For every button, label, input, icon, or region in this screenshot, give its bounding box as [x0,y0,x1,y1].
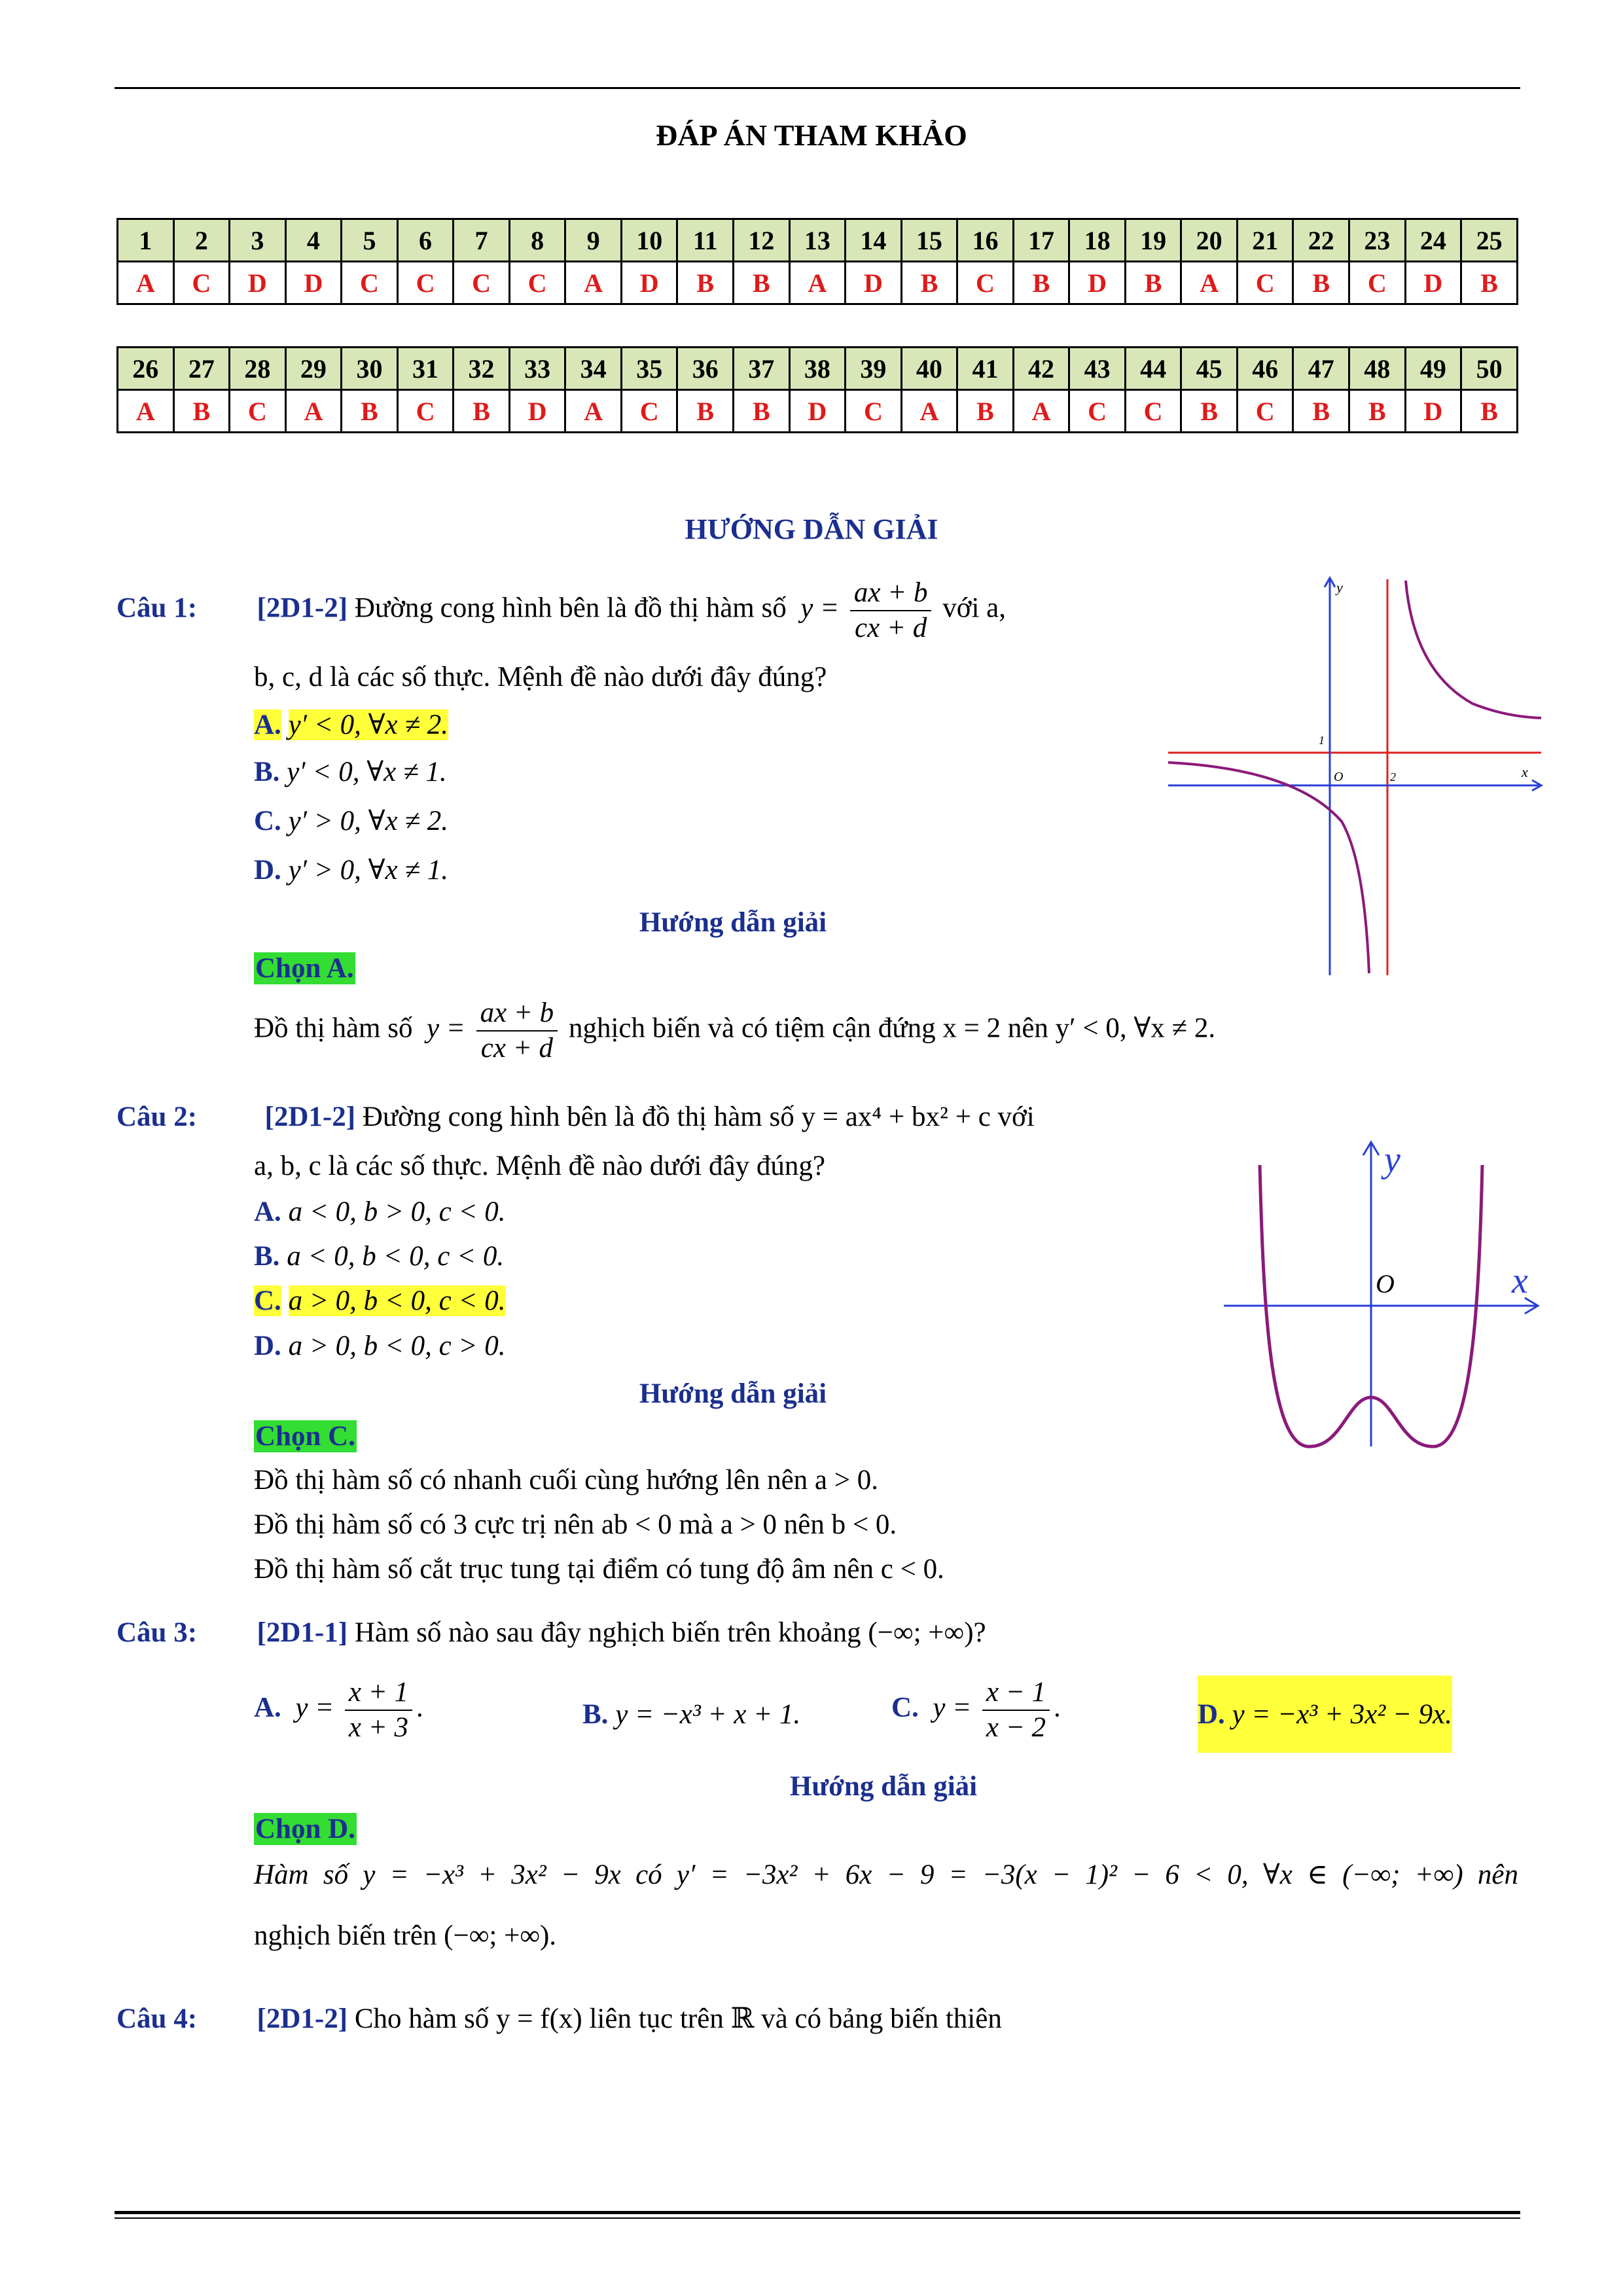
answer-letter-cell: A [565,262,622,304]
answer-letter-cell: A [1013,390,1069,433]
answer-numbers-row [118,348,1518,390]
question-number-cell: 24 [1405,219,1461,262]
answer-letter-cell: D [285,262,342,304]
answer-letter-cell: D [509,390,565,433]
q4-label: Câu 4: [116,2003,198,2034]
answer-table-1 [116,218,1518,305]
question-number-cell: 19 [1125,219,1181,262]
q1-fraction [850,576,932,645]
graph1-origin: O [1334,770,1344,784]
answer-letter-cell: B [901,262,957,304]
question-number-cell: 47 [1293,348,1349,390]
answer-letter-cell: C [957,262,1014,304]
question-number-cell: 30 [342,348,398,390]
answer-letter-cell: C [342,262,398,304]
question-number-cell: 28 [230,348,286,390]
answer-letter-cell: B [734,262,790,304]
question-number-cell: 9 [565,219,622,262]
answer-letter-cell: D [1405,262,1461,304]
question-number-cell: 25 [1461,219,1518,262]
question-number-cell: 40 [901,348,957,390]
answer-letter-cell: B [734,390,790,433]
q4-text: Cho hàm số y = f(x) liên tục trên ℝ và có bảng biến thiên [354,2003,1002,2034]
question-number-cell: 20 [1181,219,1238,262]
q1-choice: Chọn A. [255,953,354,984]
q2-line2: a, b, c là các số thực. Mệnh đề nào dưới đây đúng? [254,1151,825,1181]
question-number-cell: 50 [1461,348,1518,390]
question-number-cell: 42 [1013,348,1069,390]
answer-letter-cell: C [397,390,454,433]
q2-option-a: A. a < 0, b > 0, c < 0. [254,1196,506,1227]
question-number-cell: 11 [677,219,734,262]
answer-letters-row [118,262,1518,304]
q1-option-d: D. y′ > 0, ∀x ≠ 1. [254,855,448,886]
q1-option-c: C. y′ > 0, ∀x ≠ 2. [254,806,448,836]
question-number-cell: 31 [397,348,454,390]
q1-frac-den: cx + d [855,612,927,643]
q3-tag: [2D1-1] [257,1617,348,1648]
graph2-x-label: x [1512,1261,1528,1301]
answer-letter-cell: A [118,390,174,433]
q3-choice: Chọn D. [255,1814,355,1844]
answer-letter-cell: D [846,262,902,304]
question-number-cell: 4 [285,219,342,262]
question-number-cell: 37 [734,348,790,390]
q1-label: Câu 1: [116,592,198,624]
q2-option-b: B. a < 0, b < 0, c < 0. [254,1241,505,1272]
answer-letter-cell: D [1405,390,1461,433]
q2-option-d: D. a > 0, b < 0, c > 0. [254,1331,506,1361]
question-number-cell: 27 [173,348,230,390]
question-number-cell: 8 [509,219,565,262]
question-number-cell: 38 [789,348,846,390]
question-number-cell: 32 [454,348,510,390]
answer-letter-cell: B [1125,262,1181,304]
question-number-cell: 18 [1069,219,1126,262]
answer-letter-cell: A [901,390,957,433]
answer-letter-cell: D [230,262,286,304]
question-number-cell: 12 [734,219,790,262]
answer-letter-cell: B [957,390,1014,433]
answer-letter-cell: A [565,390,622,433]
answer-letter-cell: B [1461,390,1518,433]
q3-line1 [116,1617,986,1649]
guide-heading: HƯỚNG DẪN GIẢI [685,513,938,545]
q2-expl-1: Đồ thị hàm số có nhanh cuối cùng hướng lên nên a > 0. [254,1465,878,1496]
question-number-cell: 29 [285,348,342,390]
question-number-cell: 14 [846,219,902,262]
q2-expl-2: Đồ thị hàm số có 3 cực trị nên ab < 0 mà a > 0 nên b < 0. [254,1509,897,1540]
q2-text: Đường cong hình bên là đồ thị hàm số y = ax⁴ + bx² + c với [362,1102,1035,1132]
top-rule [115,87,1520,89]
question-number-cell: 23 [1349,219,1406,262]
question-number-cell: 10 [621,219,677,262]
answer-letter-cell: B [454,390,510,433]
answer-letter-cell: A [789,262,846,304]
answer-letter-cell: A [118,262,174,304]
question-number-cell: 39 [846,348,902,390]
answer-letter-cell: C [1349,262,1406,304]
answer-letter-cell: C [509,262,565,304]
q1-guide: Hướng dẫn giải [639,907,827,938]
question-number-cell: 22 [1293,219,1349,262]
answer-letter-cell: D [789,390,846,433]
q3-option-b: B. y = −x³ + x + 1. [582,1699,801,1730]
graph1-tick-x: 2 [1390,770,1396,783]
question-number-cell: 21 [1237,219,1293,262]
answer-numbers-row [118,219,1518,262]
curve-right-branch [1406,581,1541,718]
curve-left-branch [1168,762,1369,973]
question-number-cell: 1 [118,219,174,262]
question-number-cell: 26 [118,348,174,390]
question-number-cell: 17 [1013,219,1069,262]
question-number-cell: 45 [1181,348,1238,390]
question-number-cell: 6 [397,219,454,262]
question-number-cell: 5 [342,219,398,262]
q1-line2: b, c, d là các số thực. Mệnh đề nào dưới đây đúng? [254,662,827,692]
q2-line1 [116,1101,1035,1133]
graph1-x-label: x [1522,764,1528,780]
graph2-y-label: y [1384,1139,1400,1180]
answer-letters-row [118,390,1518,433]
page-title: ĐÁP ÁN THAM KHẢO [656,118,967,152]
q2-graph [1224,1136,1551,1463]
bottom-rule-thin [115,2217,1520,2219]
answer-letter-cell: A [285,390,342,433]
answer-letter-cell: B [342,390,398,433]
question-number-cell: 33 [509,348,565,390]
question-number-cell: 48 [1349,348,1406,390]
q1-text: Đường cong hình bên là đồ thị hàm số [354,592,787,624]
graph1-y-label: y [1336,579,1343,596]
answer-letter-cell: B [677,390,734,433]
answer-letter-cell: B [173,390,230,433]
q1-explanation: Đồ thị hàm số y = $\frac{ax + b}{cx + d}$ nghịch biến và có tiệm cận đứng x = 2 nên y′ < 0, ∀x ≠ 2. [254,997,1216,1064]
answer-letter-cell: B [1293,262,1349,304]
answer-letter-cell: C [230,390,286,433]
answer-letter-cell: C [1125,390,1181,433]
q2-guide: Hướng dẫn giải [639,1378,827,1409]
q2-expl-3: Đồ thị hàm số cắt trục tung tại điểm có tung độ âm nên c < 0. [254,1554,944,1585]
q3-expl-1: Hàm số y = −x³ + 3x² − 9x có y′ = −3x² + 6x − 9 = −3(x − 1)² − 6 < 0, ∀x ∈ (−∞; +∞) nên [254,1859,1518,1890]
graph2-origin: O [1376,1269,1395,1299]
answer-letter-cell: C [397,262,454,304]
answer-letter-cell: B [1293,390,1349,433]
q4-line1 [116,2003,1002,2035]
answer-letter-cell: C [1237,390,1293,433]
q3-label: Câu 3: [116,1617,198,1648]
question-number-cell: 49 [1405,348,1461,390]
answer-letter-cell: B [1013,262,1069,304]
answer-letter-cell: B [1181,390,1238,433]
answer-letter-cell: C [621,390,677,433]
answer-table-2 [116,346,1518,433]
q1-option-b: B. y′ < 0, ∀x ≠ 1. [254,757,447,787]
answer-letter-cell: A [1181,262,1238,304]
question-number-cell: 2 [173,219,230,262]
q2-label: Câu 2: [116,1102,198,1132]
graph1-tick-y: 1 [1319,734,1325,747]
q3-expl-2: nghịch biến trên (−∞; +∞). [254,1920,557,1951]
q3-option-c: C. y = $\frac{x - 1}{x - 2}$ . [891,1677,1061,1743]
question-number-cell: 46 [1237,348,1293,390]
q2-choice: Chọn C. [255,1421,355,1452]
answer-letter-cell: C [454,262,510,304]
q2-option-c: C. a > 0, b < 0, c < 0. [254,1285,506,1316]
q1-line1: Câu 1: [2D1-2] Đường cong hình bên là đồ thị hàm số y = $\frac{ax + b}{cx + d}$ với a, [116,576,1006,645]
question-number-cell: 13 [789,219,846,262]
question-number-cell: 35 [621,348,677,390]
q3-guide: Hướng dẫn giải [789,1771,978,1802]
q1-graph [1165,573,1544,978]
question-number-cell: 3 [230,219,286,262]
question-number-cell: 43 [1069,348,1126,390]
q1-text-end: với a, [942,592,1006,624]
answer-letter-cell: B [1461,262,1518,304]
q3-option-a: A. y = $\frac{x + 1}{x + 3}$ . [254,1677,423,1743]
answer-letter-cell: D [1069,262,1126,304]
q1-option-a: A. y′ < 0, ∀x ≠ 2. [254,709,448,740]
answer-letter-cell: C [1237,262,1293,304]
question-number-cell: 16 [957,219,1014,262]
question-number-cell: 36 [677,348,734,390]
answer-letter-cell: C [173,262,230,304]
q2-tag: [2D1-2] [264,1102,356,1132]
answer-letter-cell: B [1349,390,1406,433]
answer-letter-cell: B [677,262,734,304]
answer-letter-cell: C [1069,390,1126,433]
q4-tag: [2D1-2] [257,2003,348,2034]
q3-option-d: D. y = −x³ + 3x² − 9x. [1198,1676,1452,1753]
bottom-rule [115,2211,1520,2214]
answer-letter-cell: D [621,262,677,304]
question-number-cell: 44 [1125,348,1181,390]
q1-frac-num: ax + b [850,576,932,611]
q3-text: Hàm số nào sau đây nghịch biến trên khoảng (−∞; +∞)? [354,1617,986,1648]
question-number-cell: 15 [901,219,957,262]
question-number-cell: 41 [957,348,1014,390]
question-number-cell: 34 [565,348,622,390]
answer-letter-cell: C [846,390,902,433]
question-number-cell: 7 [454,219,510,262]
q1-tag: [2D1-2] [257,592,348,624]
